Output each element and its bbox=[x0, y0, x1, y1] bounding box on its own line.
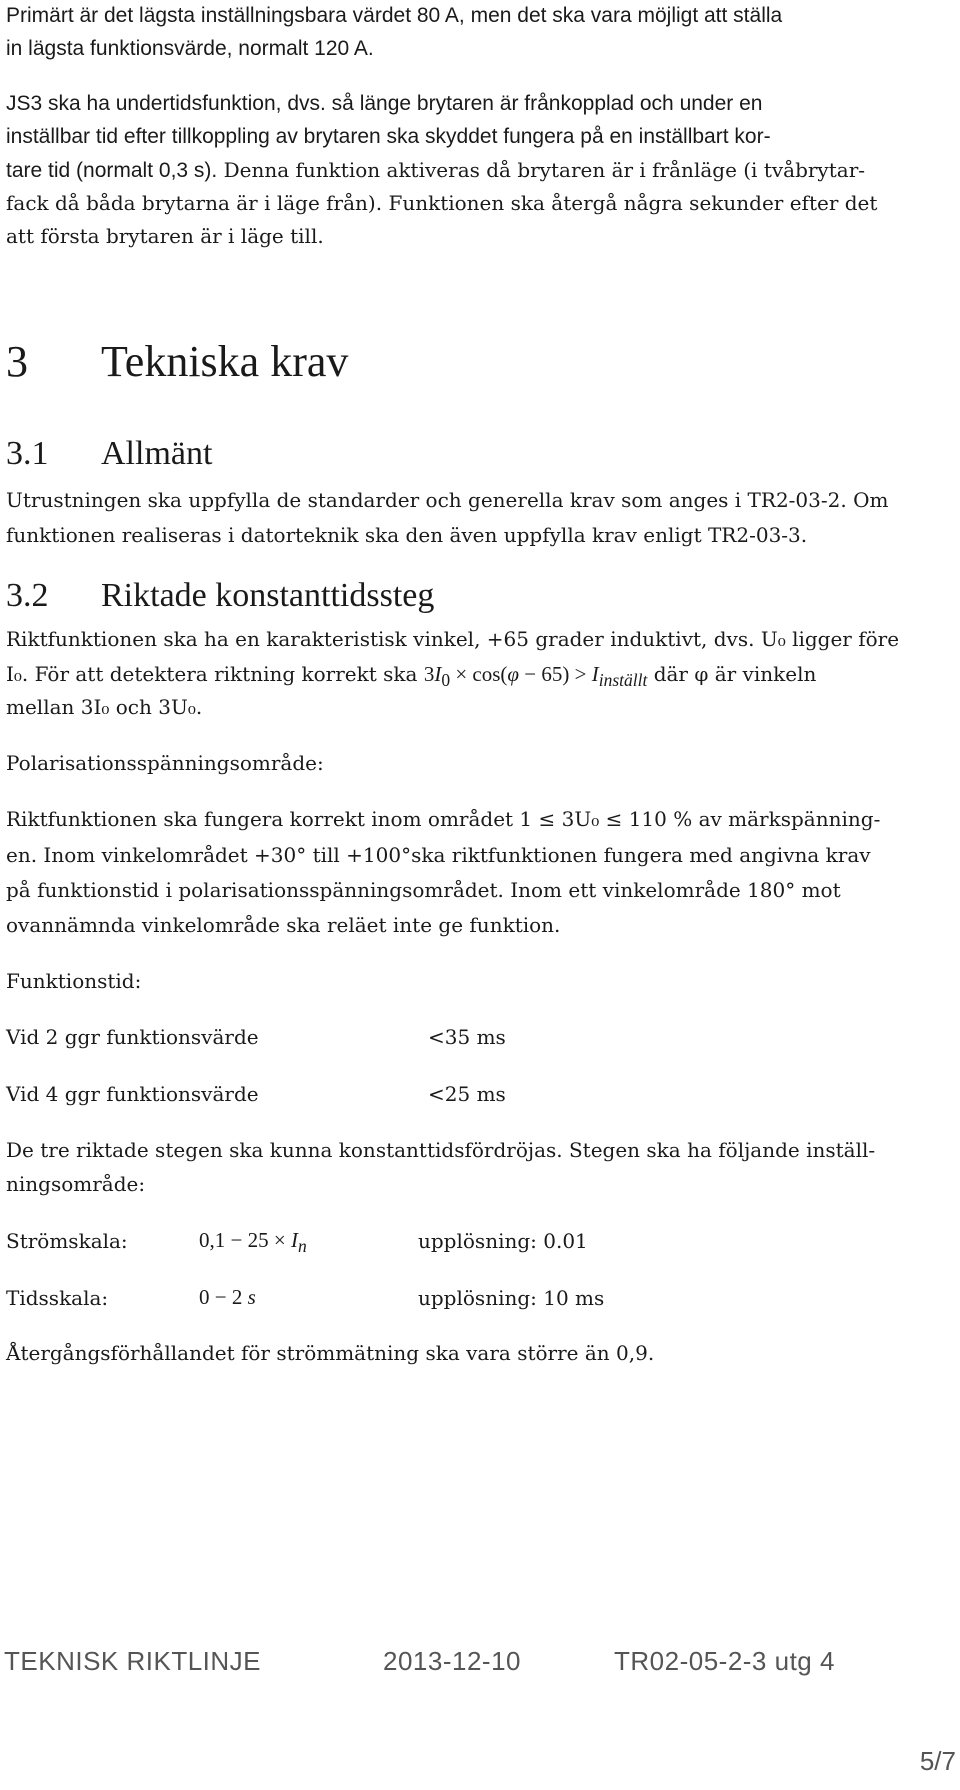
section-3-2-line-2 bbox=[6, 661, 816, 693]
js3-line-5: att första brytaren är i läge till. bbox=[6, 224, 324, 248]
section-3-2-line-2-pre: I₀. För att detektera riktning korrekt ska bbox=[6, 662, 418, 686]
section-3-2-heading bbox=[6, 576, 434, 616]
stegen-line-2: ningsområde: bbox=[6, 1172, 146, 1196]
polarisation-line-4: ovannämnda vinkelområde ska reläet inte ge funktion. bbox=[6, 913, 561, 937]
strom-range-sub: n bbox=[297, 1236, 307, 1257]
funktionstid-row-1-label: Vid 2 ggr funktionsvärde bbox=[6, 1025, 259, 1049]
formula-cos: × cos( bbox=[450, 662, 508, 686]
footer-title: TEKNISK RIKTLINJE bbox=[4, 1646, 261, 1676]
js3-line-4: fack då båda brytarna är i läge från). Funktionen ska återgå några sekunder efter det bbox=[6, 191, 878, 215]
formula-i-set-sub: inställt bbox=[598, 670, 648, 691]
funktionstid-heading: Funktionstid: bbox=[6, 969, 142, 993]
section-3-number: 3 bbox=[6, 337, 28, 386]
formula-coefficient: 3 bbox=[423, 662, 435, 686]
intro-line-2: in lägsta funktionsvärde, normalt 120 A. bbox=[6, 37, 374, 60]
section-3-1-title: Allmänt bbox=[101, 435, 213, 472]
js3-line-3a: tare tid (normalt 0,3 s). bbox=[6, 159, 218, 182]
section-3-2-number: 3.2 bbox=[6, 577, 49, 614]
formula-i-set: I bbox=[591, 662, 599, 686]
atergang-line: Återgångsförhållandet för strömmätning ska vara större än 0,9. bbox=[6, 1341, 655, 1365]
polarisation-line-2: en. Inom vinkelområdet +30° till +100°ska riktfunktionen fungera med angivna krav bbox=[6, 843, 871, 867]
funktionstid-row-1-value: <35 ms bbox=[428, 1025, 506, 1049]
section-3-2-line-2-post: där φ är vinkeln bbox=[653, 662, 817, 686]
polarisation-line-1: Riktfunktionen ska fungera korrekt inom området 1 ≤ 3U₀ ≤ 110 % av märkspänning- bbox=[6, 807, 881, 831]
section-3-heading bbox=[6, 336, 348, 388]
section-3-2-line-3: mellan 3I₀ och 3U₀. bbox=[6, 695, 203, 719]
tid-label: Tidsskala: bbox=[6, 1286, 109, 1310]
footer-date: 2013-12-10 bbox=[383, 1646, 521, 1676]
section-3-1-line-2: funktionen realiseras i datorteknik ska den även uppfylla krav enligt TR2-03-3. bbox=[6, 523, 808, 547]
direction-formula bbox=[423, 662, 648, 691]
page-number: 5/7 bbox=[919, 1746, 956, 1776]
stegen-line-1: De tre riktade stegen ska kunna konstanttidsfördröjas. Stegen ska ha följande inställ- bbox=[6, 1138, 876, 1162]
strom-range-value: 0,1 − 25 × bbox=[199, 1228, 291, 1252]
js3-line-2: inställbar tid efter tillkoppling av brytaren ska skyddet fungera på en inställbart kor- bbox=[6, 125, 771, 148]
funktionstid-row-2-label: Vid 4 ggr funktionsvärde bbox=[6, 1082, 259, 1106]
section-3-2-title: Riktade konstanttidssteg bbox=[101, 577, 435, 614]
funktionstid-row-2 bbox=[6, 1081, 259, 1107]
intro-line-1: Primärt är det lägsta inställningsbara värdet 80 A, men det ska vara möjligt att ställa bbox=[6, 4, 783, 27]
polarisation-heading: Polarisationsspänningsområde: bbox=[6, 751, 324, 775]
tid-range bbox=[199, 1283, 256, 1311]
funktionstid-row-1 bbox=[6, 1024, 259, 1050]
polarisation-line-3: på funktionstid i polarisationsspänningsområdet. Inom ett vinkelområde 180° mot bbox=[6, 878, 841, 902]
section-3-1-number: 3.1 bbox=[6, 435, 49, 472]
section-3-1-line-1: Utrustningen ska uppfylla de standarder och generella krav som anges i TR2-03-2. Om bbox=[6, 488, 889, 512]
section-3-2-line-1: Riktfunktionen ska ha en karakteristisk vinkel, +65 grader induktivt, dvs. U₀ ligger före bbox=[6, 627, 900, 651]
js3-line-3 bbox=[6, 157, 865, 184]
footer-doc-id: TR02-05-2-3 utg 4 bbox=[614, 1646, 835, 1676]
formula-minus: − 65) > bbox=[519, 662, 592, 686]
js3-line-1: JS3 ska ha undertidsfunktion, dvs. så länge brytaren är frånkopplad och under en bbox=[6, 92, 763, 115]
section-3-1-heading bbox=[6, 434, 212, 474]
section-3-title: Tekniska krav bbox=[101, 337, 349, 386]
formula-i0: I bbox=[434, 662, 442, 686]
formula-i0-sub: 0 bbox=[441, 670, 451, 691]
tid-range-unit: s bbox=[247, 1285, 256, 1309]
tid-range-value: 0 − 2 bbox=[199, 1285, 248, 1309]
strom-label: Strömskala: bbox=[6, 1229, 128, 1253]
strom-range-in: I bbox=[290, 1228, 298, 1252]
funktionstid-row-2-value: <25 ms bbox=[428, 1082, 506, 1106]
js3-line-3b: Denna funktion aktiveras då brytaren är i frånläge (i tvåbrytar- bbox=[217, 158, 866, 182]
tid-resolution: upplösning: 10 ms bbox=[418, 1286, 605, 1310]
strom-resolution: upplösning: 0.01 bbox=[418, 1229, 588, 1253]
formula-phi: φ bbox=[507, 662, 520, 686]
strom-range bbox=[199, 1226, 307, 1260]
